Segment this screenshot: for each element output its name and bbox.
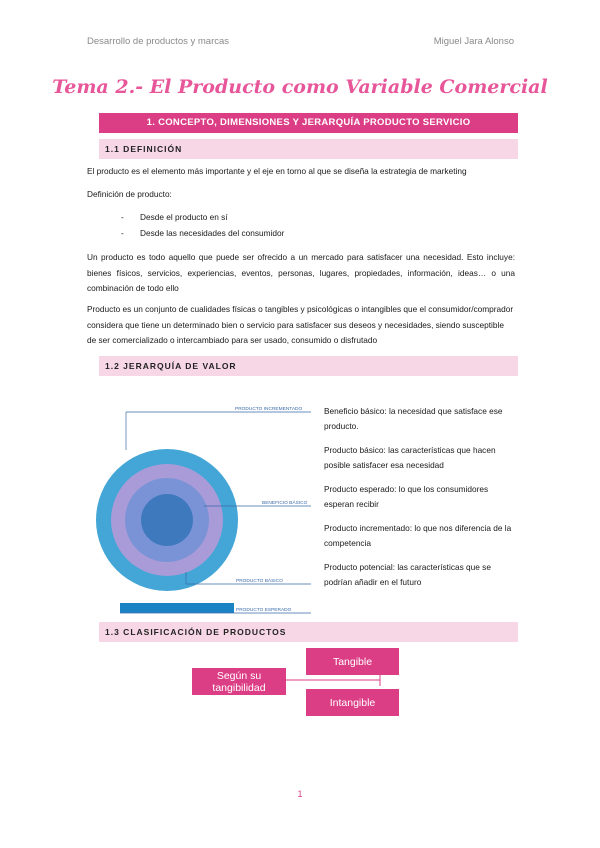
classification-root: Según su tangibilidad <box>192 668 286 695</box>
label-producto-basico: PRODUCTO BÁSICO <box>236 579 283 584</box>
subsection-heading-jerarquia: 1.2 JERARQUÍA DE VALOR <box>99 356 518 376</box>
section-heading-1: 1. CONCEPTO, DIMENSIONES Y JERARQUÍA PRODUCTO SERVICIO <box>99 113 518 133</box>
running-header-left: Desarrollo de productos y marcas <box>87 36 230 47</box>
definition-paragraph-2: Definición de producto: <box>87 189 172 199</box>
level-beneficio-basico: Beneficio básico: la necesidad que satisface ese producto. <box>324 406 503 431</box>
level-producto-esperado: Producto esperado: lo que los consumidores esperan recibir <box>324 484 489 509</box>
definition-paragraph-4: Producto es un conjunto de cualidades físicas o tangibles y psicológicas o intangibles que el consumidor/comprador considera que tiene un determinado bien o servicio para satisfacer sus deseos y necesidades, siendo susceptible de ser comercializado o intercambiado para ser usado, consumido o disfrutado <box>87 304 514 345</box>
classification-tangible: Tangible <box>306 648 399 675</box>
classification-intangible: Intangible <box>306 689 399 716</box>
document-title: Tema 2.- El Producto como Variable Comercial <box>52 76 548 98</box>
subsection-heading-clasificacion: 1.3 CLASIFICACIÓN DE PRODUCTOS <box>99 622 518 642</box>
bullet-text: Desde las necesidades del consumidor <box>140 228 285 238</box>
label-producto-esperado: PRODUCTO ESPERADO <box>236 608 292 613</box>
label-producto-incrementado: PRODUCTO INCREMENTADO <box>235 407 303 412</box>
bullet-mark: - <box>121 212 124 222</box>
definition-paragraph-3: Un producto es todo aquello que puede ser ofrecido a un mercado para satisfacer una necesidad. Esto incluye: bienes físicos, servicios, experiencias, eventos, personas, lugares, propiedades, información, ideas… o una combinación de todo ello <box>87 252 515 293</box>
bullet-text: Desde el producto en sí <box>140 212 228 222</box>
level-producto-incrementado: Producto incrementado: lo que nos diferencia de la competencia <box>324 523 512 548</box>
label-beneficio-basico: BENEFICIO BÁSICO <box>262 501 308 506</box>
level-producto-potencial: Producto potencial: las características que se podrían añadir en el futuro <box>324 562 491 587</box>
definition-paragraph-1: El producto es el elemento más importante y el eje en torno al que se diseña la estrategia de marketing <box>87 166 467 176</box>
level-producto-basico: Producto básico: las características que hacen posible satisfacer esa necesidad <box>324 445 496 470</box>
page-number: 1 <box>297 789 303 799</box>
bullet-mark: - <box>121 228 124 238</box>
subsection-heading-definicion: 1.1 DEFINICIÓN <box>99 139 518 159</box>
running-header-right: Miguel Jara Alonso <box>433 36 514 47</box>
